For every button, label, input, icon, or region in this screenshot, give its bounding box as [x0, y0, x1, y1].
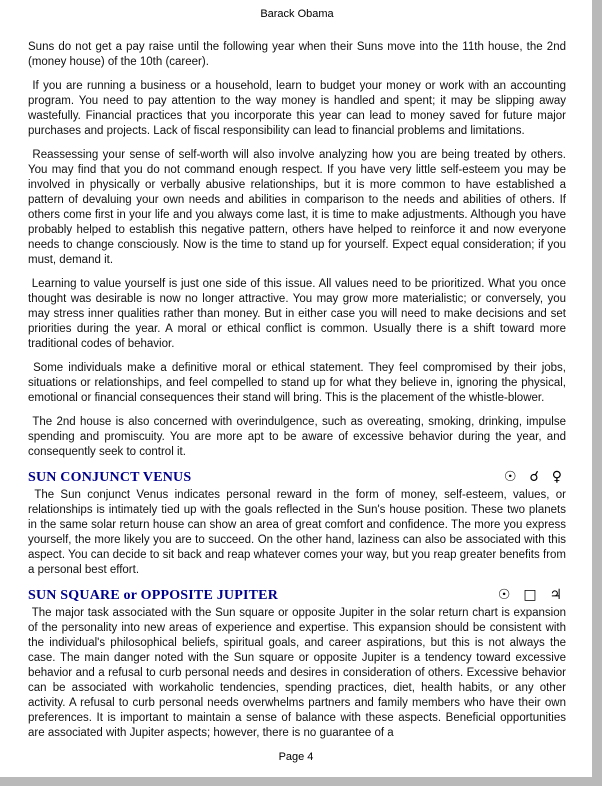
paragraph-budgeting: If you are running a business or a household, learn to budget your money or work with an accounting program. You need to pay attention to the way money is handled and spent; it may be slipping away wastefully. Financial practices that you incorporate this year can lead to money saved for future major purchases and projects. Lack of fiscal responsibility can lead to financial problems and limitations.	[28, 80, 570, 137]
paragraph-moral-statement: Some individuals make a definitive moral or ethical statement. They feel compromised by their jobs, situations or relationships, and feel compelled to stand up for what they believe in, ignoring the physical, emotional or financial consequences their stand will bring. This is the placement of the whistle-blower.	[28, 362, 570, 404]
paragraph-intro-1: Suns do not get a pay raise until the following year when their Suns move into the 11th house, the 2nd (money house) of the 10th (career).	[28, 41, 570, 68]
paragraph-self-worth: Reassessing your sense of self-worth will also involve analyzing how you are being treated by others. You may find that you do not command enough respect. If you have very little self-esteem you may be involved in physically or verbally abusive relationships, but it is more common to have established a pattern of devaluing your own needs and abilities in comparison to the needs and abilities of others. If others come first in your life and you always come last, it is time to make adjustments. Although you have probably helped to establish this negative pattern, others have helped to reinforce it and now everyone needs to change consciously. Now is the time to stand up for yourself. Expect equal consideration; if you must, demand it.	[28, 149, 570, 266]
section-heading-sun-square-jupiter	[28, 587, 566, 604]
heading-title-sun-square-jupiter: SUN SQUARE or OPPOSITE JUPITER	[28, 588, 279, 603]
paragraph-values: Learning to value yourself is just one side of this issue. All values need to be prioritized. What you once thought was desirable is now no longer attractive. You may grow more materialistic; or conversely, you may stress inner qualities rather than money. But in either case you will need to make decisions and set priorities during the year. A moral or ethical conflict is common. Usually there is a shift toward more traditional codes of behavior.	[28, 278, 570, 350]
section-heading-sun-conjunct-venus	[28, 469, 566, 486]
sun-square-jupiter-glyphs-icon: ☉ □ ♃	[497, 587, 566, 603]
page-header-name: Barack Obama	[260, 8, 334, 20]
page-footer-number: Page 4	[278, 751, 314, 763]
paragraph-sun-conjunct-venus: The Sun conjunct Venus indicates personal reward in the form of money, self-esteem, values, or relationships is intimately tied up with the goals reflected in the Sun's house position. These two planets in the same solar return house can show an area of great comfort and confidence. The more you express yourself, the more likely you are to succeed. On the other hand, laziness can also be associated with this aspect. You can decide to sit back and reap whatever comes your way, but you reap greater benefits from a personal best effort.	[28, 489, 570, 576]
paragraph-overindulgence: The 2nd house is also concerned with overindulgence, such as overeating, smoking, drinking, impulse spending and promiscuity. You are more apt to be aware of excessive behavior during the year, and consequently seek to control it.	[28, 416, 570, 458]
paragraph-sun-square-jupiter: The major task associated with the Sun square or opposite Jupiter in the solar return chart is expansion of the personality into new areas of experience and expertise. This expansion should be consistent with the individual's philosophical beliefs, spiritual goals, and career aspirations, but this is not always the case. The main danger noted with the Sun square or opposite Jupiter is a tendency toward excessive behavior and a refusal to curb personal needs and desires in consideration of others. Excessive behavior can be associated with workaholic tendencies, spending practices, diet, health habits, or any other activity. A refusal to curb personal needs overwhelms partners and family members who have their own preferences. It is important to maintain a sense of balance with these aspects. Beneficial opportunities are associated with Jupiter aspects; however, there is no guarantee of a	[28, 607, 570, 739]
sun-conjunct-venus-glyphs-icon: ☉ ☌ ♀	[504, 469, 566, 485]
heading-title-sun-conjunct-venus: SUN CONJUNCT VENUS	[28, 470, 192, 485]
